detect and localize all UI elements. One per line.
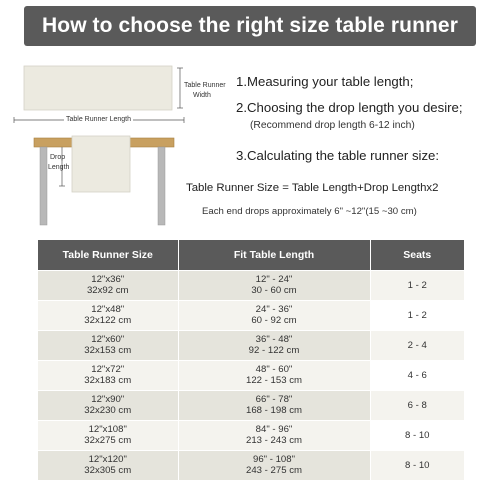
table-row [38, 270, 464, 300]
table-header-row [38, 240, 464, 270]
table-leg-right [158, 147, 165, 225]
runner-size-cell: 12"x60" 32x153 cm [38, 330, 178, 360]
size-chart-table [38, 240, 464, 480]
fit-length-cell: 48" - 60" 122 - 153 cm [178, 360, 370, 390]
seats-cell: 8 - 10 [370, 450, 464, 480]
drop-label-2: Length [48, 164, 70, 171]
seats-cell: 4 - 6 [370, 360, 464, 390]
fit-length-cell: 84" - 96" 213 - 243 cm [178, 420, 370, 450]
fit-length-cell: 96" - 108" 243 - 275 cm [178, 450, 370, 480]
runner-size-cell: 12"x48" 32x122 cm [38, 300, 178, 330]
seats-cell: 2 - 4 [370, 330, 464, 360]
page-title: How to choose the right size table runner [42, 14, 458, 37]
runner-size-cell: 12"x72" 32x183 cm [38, 360, 178, 390]
seats-cell: 8 - 10 [370, 420, 464, 450]
table-row [38, 360, 464, 390]
seats-cell: 1 - 2 [370, 270, 464, 300]
step-2-note: (Recommend drop length 6-12 inch) [250, 120, 415, 131]
fit-length-cell: 12" - 24" 30 - 60 cm [178, 270, 370, 300]
runner-size-cell: 12"x120" 32x305 cm [38, 450, 178, 480]
runner-diagram [0, 52, 232, 227]
seats-cell: 6 - 8 [370, 390, 464, 420]
fit-length-cell: 36" - 48" 92 - 122 cm [178, 330, 370, 360]
runner-draped-shape [72, 136, 130, 192]
table-row [38, 390, 464, 420]
runner-diagram-illustration [0, 52, 232, 227]
table-row [38, 420, 464, 450]
fit-length-cell: 24" - 36" 60 - 92 cm [178, 300, 370, 330]
drop-label-1: Drop [50, 154, 66, 161]
runner-flat-shape [24, 66, 172, 110]
step-2: 2.Choosing the drop length you desire; [236, 100, 463, 115]
step-1: 1.Measuring your table length; [236, 74, 414, 89]
table-row [38, 300, 464, 330]
title-banner [24, 6, 476, 46]
runner-size-cell: 12"x36" 32x92 cm [38, 270, 178, 300]
width-label-2: Width [193, 92, 211, 99]
step-3: 3.Calculating the table runner size: [236, 148, 440, 163]
fit-length-cell: 66" - 78" 168 - 198 cm [178, 390, 370, 420]
runner-size-cell: 12"x108" 32x275 cm [38, 420, 178, 450]
table-row [38, 330, 464, 360]
drop-note: Each end drops approximately 6" ~12"(15 ~30 cm) [202, 206, 417, 217]
table-leg-left [40, 147, 47, 225]
runner-size-cell: 12"x90" 32x230 cm [38, 390, 178, 420]
header-fit-length: Fit Table Length [178, 240, 370, 270]
header-seats: Seats [370, 240, 464, 270]
width-label-1: Table Runner [184, 82, 226, 89]
seats-cell: 1 - 2 [370, 300, 464, 330]
length-label: Table Runner Length [66, 116, 131, 123]
size-formula: Table Runner Size = Table Length+Drop Lengthx2 [186, 182, 439, 194]
table-row [38, 450, 464, 480]
header-runner-size: Table Runner Size [38, 240, 178, 270]
